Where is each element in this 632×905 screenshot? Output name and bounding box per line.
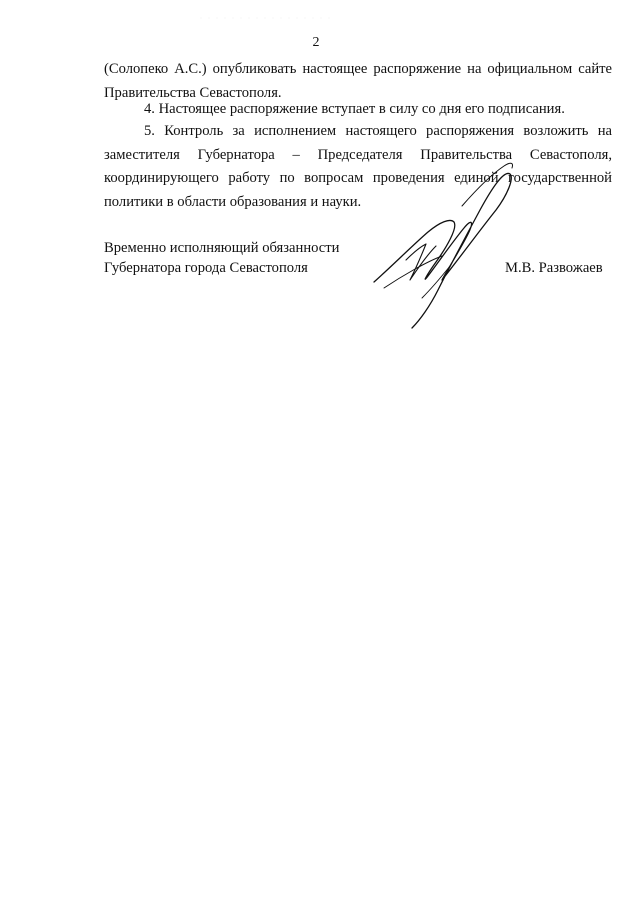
paragraph-control: 5. Контроль за исполнением настоящего распоряжения возложить на заместителя Губернатора – Председателя Правительства Севастополя, координирующего работу по вопросам проведения единой государственной политики в области образования и науки. xyxy=(104,123,612,210)
signer-name: М.В. Развожаев xyxy=(505,260,603,276)
paragraph-effective-date: 4. Настоящее распоряжение вступает в силу со дня его подписания. xyxy=(144,101,565,117)
handwritten-signature xyxy=(362,148,532,333)
paragraph-publication: (Солопеко А.С.) опубликовать настоящее распоряжение на официальном сайте Правительства Севастополя. xyxy=(104,61,612,101)
page-number: 2 xyxy=(312,35,320,50)
signatory-position-line-2: Губернатора города Севастополя xyxy=(104,260,308,276)
signatory-position-line-1: Временно исполняющий обязанности xyxy=(104,240,340,256)
scan-artifact xyxy=(200,16,330,20)
signatory-position xyxy=(104,238,339,278)
